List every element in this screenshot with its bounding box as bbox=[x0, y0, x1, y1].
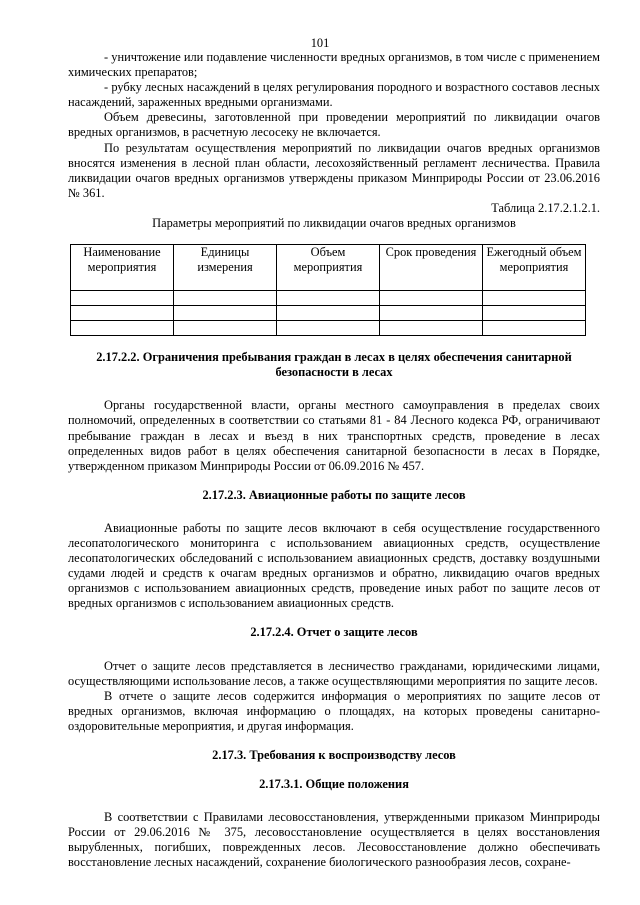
table-header-cell: Объем мероприятия bbox=[277, 245, 380, 291]
table-cell bbox=[174, 291, 277, 306]
paragraph: - уничтожение или подавление численности вредных организмов, в том числе с применением химических препаратов; bbox=[68, 50, 600, 80]
section-heading: 2.17.2.3. Авиационные работы по защите лесов bbox=[202, 487, 466, 502]
table-header-cell: Наименование мероприятия bbox=[71, 245, 174, 291]
table-cell bbox=[277, 291, 380, 306]
table-cell bbox=[483, 291, 586, 306]
table-cell bbox=[380, 291, 483, 306]
paragraph: Объем древесины, заготовленной при проведении мероприятий по ликвидации очагов вредных организмов, в расчетную лесосеку не включается. bbox=[68, 110, 600, 140]
table-cell bbox=[71, 321, 174, 336]
table-row bbox=[71, 321, 586, 336]
section-heading: 2.17.2.2. Ограничения пребывания граждан в лесах в целях обеспечения санитарной безопасности в лесах bbox=[96, 350, 572, 380]
table-cell bbox=[277, 306, 380, 321]
paragraph: Авиационные работы по защите лесов включают в себя осуществление государственного лесопатологического мониторинга с использованием авиационных средств, осуществление лесопатологических обследований с использованием авиационных средств, доставку воздушными судами людей и средств к очагам вредных организмов и обратно, ликвидацию очагов вредных организмов с использованием авиационных средств, проведение иных работ по защите лесов от вредных организмов с использованием авиационных средств. bbox=[68, 520, 600, 611]
table-row bbox=[71, 291, 586, 306]
table-cell bbox=[380, 321, 483, 336]
table-cell bbox=[277, 321, 380, 336]
table-cell bbox=[483, 306, 586, 321]
document-body bbox=[68, 50, 600, 871]
table-row bbox=[71, 306, 586, 321]
paragraph: В соответствии с Правилами лесовосстановления, утвержденными приказом Минприроды России от 29.06.2016 № 375, лесовосстановление осуществляется в целях восстановления вырубленных, погибших, поврежденных лесов. Лесовосстановление должно обеспечивать восстановление лесных насаждений, сохранение биологического разнообразия лесов, сохране- bbox=[68, 810, 600, 870]
table-cell bbox=[380, 306, 483, 321]
table-cell bbox=[71, 306, 174, 321]
table-number: Таблица 2.17.2.1.2.1. bbox=[491, 200, 600, 215]
measures-table bbox=[70, 244, 586, 336]
table-cell bbox=[174, 321, 277, 336]
table-header-cell: Единицы измерения bbox=[174, 245, 277, 291]
paragraph: - рубку лесных насаждений в целях регулирования породного и возрастного составов лесных насаждений, зараженных вредными организмами. bbox=[68, 80, 600, 110]
table-header-cell: Ежегодный объем мероприятия bbox=[483, 245, 586, 291]
paragraph: Органы государственной власти, органы местного самоуправления в пределах своих полномочий, определенных в соответствии со статьями 81 - 84 Лесного кодекса РФ, ограничивают пребывание граждан в лесах и въезд в них транспортных средств, проведение в лесах определенных видов работ в целях обеспечения санитарной безопасности в лесах в Порядке, утвержденном приказом Минприроды России от 06.09.2016 № 457. bbox=[68, 398, 600, 473]
table-header-cell: Срок проведения bbox=[380, 245, 483, 291]
table-cell bbox=[483, 321, 586, 336]
table-cell bbox=[174, 306, 277, 321]
table-cell bbox=[71, 291, 174, 306]
paragraph: Отчет о защите лесов представляется в лесничество гражданами, юридическими лицами, осуществляющими использование лесов, а также осуществляющими мероприятия по защите лесов. bbox=[68, 658, 600, 688]
section-heading: 2.17.3. Требования к воспроизводству лесов bbox=[212, 748, 456, 762]
section-heading: 2.17.2.4. Отчет о защите лесов bbox=[250, 625, 418, 640]
paragraph: По результатам осуществления мероприятий по ликвидации очагов вредных организмов вносятся изменения в лесной план области, лесохозяйственный регламент лесничества. Правила ликвидации очагов вредных организмов утверждены приказом Минприроды России от 23.06.2016 № 361. bbox=[68, 140, 600, 200]
paragraph: В отчете о защите лесов содержится информация о мероприятиях по защите лесов от вредных организмов, включая информацию о площадях, на которых проведены санитарно-оздоровительные мероприятия, и другая информация. bbox=[68, 688, 600, 733]
page-number: 101 bbox=[310, 36, 330, 50]
section-heading: 2.17.3.1. Общие положения bbox=[259, 777, 409, 792]
table-header-row bbox=[71, 245, 586, 291]
table-caption: Параметры мероприятий по ликвидации очагов вредных организмов bbox=[152, 216, 516, 231]
